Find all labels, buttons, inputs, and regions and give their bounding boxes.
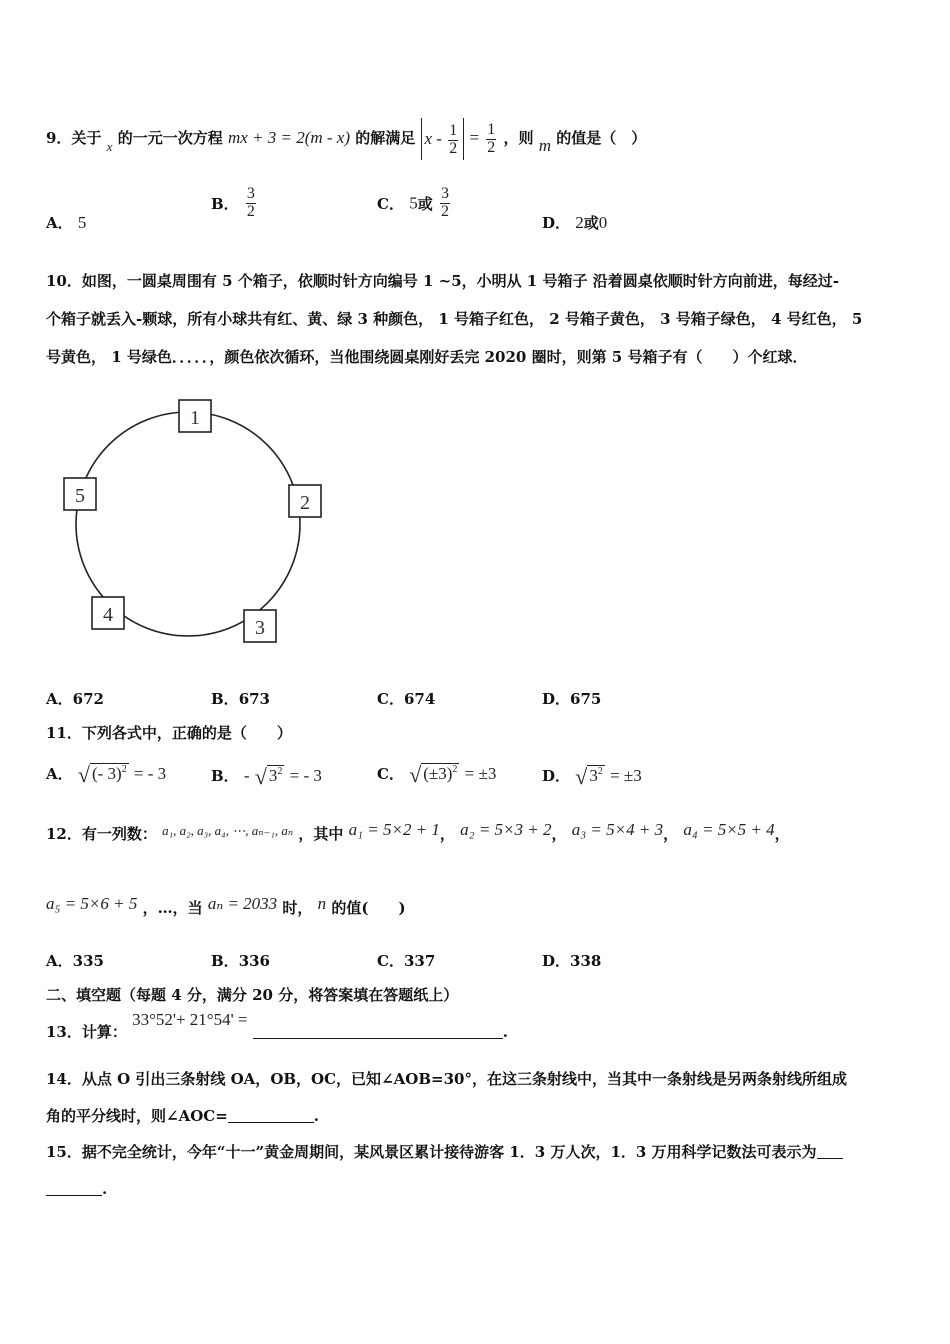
q15-line-1: 15．据不完全统计，今年“十一”黄金周期间，某风景区累计接待游客 1．3 万人次，1．3 万用科学记数法可表示为	[46, 1141, 843, 1162]
sqrt-expression: √ $3^2$	[575, 764, 603, 789]
var-n: n	[317, 894, 327, 913]
box-1	[179, 400, 211, 432]
abs-expression: x - $\frac{1}{2}$	[421, 118, 465, 160]
box-4-label: 4	[103, 604, 113, 626]
section-2-heading: 二、填空题（每题 4 分，满分 20 分，将答案填在答题纸上）	[46, 986, 459, 1004]
sqrt-expression: √ $(\pm 3)^2$	[409, 762, 458, 787]
q9-option-d: D． 2或0	[542, 213, 608, 232]
q10-stem-line-2: 个箱子就丢入-颗球，所有小球共有红、黄、绿 3 种颜色， 1 号箱子红色， 2 号箱子黄色， 3 号箱子绿色， 4 号红色， 5	[46, 310, 863, 328]
sqrt-expression: √ $3^2$	[254, 764, 283, 789]
q12-option-d: D．338	[542, 952, 602, 970]
fraction: $\frac{1}{2}$	[449, 121, 458, 157]
box-1-label: 1	[190, 407, 200, 429]
box-2	[289, 485, 321, 517]
answer-blank[interactable]	[228, 1108, 314, 1123]
q11-stem: 11．下列各式中，正确的是（ ）	[46, 724, 292, 742]
a2-definition: a₂ = 5×3 + 2	[460, 820, 552, 839]
a4-definition: a₄ = 5×5 + 4	[683, 820, 775, 839]
q9-option-a: A． 5	[46, 213, 87, 232]
box-5-label: 5	[75, 485, 85, 507]
box-3	[244, 610, 276, 642]
q10-stem-line-3: 号黄色， 1 号绿色．．．．．，颜色依次循环，当他围绕圆桌刚好丢完 2020 圈时，则第 5 号箱子有（ ）个红球．	[46, 348, 808, 366]
fraction: $\frac{1}{2}$	[487, 120, 496, 156]
q10-option-d: D．675	[542, 690, 602, 708]
q11-option-a: A． √ (- 3)$^2$ = - 3	[46, 762, 167, 787]
q15-line-2: .	[46, 1180, 107, 1198]
an-condition: aₙ = 2033	[207, 894, 278, 913]
q9-option-b: B． $\frac{3}{2}$	[211, 185, 255, 220]
q10-option-c: C．674	[377, 690, 436, 708]
fraction: $\frac{3}{2}$	[440, 185, 449, 220]
q10-option-b: B．673	[211, 690, 270, 708]
q10-stem-line-1: 10．如图，一圆桌周围有 5 个箱子，依顺时针方向编号 1 ~5，小明从 1 号箱子 沿着圆桌依顺时针方向前进，每经过-	[46, 272, 839, 290]
a5-definition: a₅ = 5×6 + 5	[46, 894, 138, 913]
q12-option-c: C．337	[377, 952, 436, 970]
box-4	[92, 597, 124, 629]
fraction: $\frac{3}{2}$	[246, 185, 255, 220]
q12-stem-line-2: a₅ = 5×6 + 5 ，…，当 aₙ = 2033 时， n 的值( )	[46, 894, 406, 917]
round-table-diagram	[55, 392, 345, 652]
var-x: x	[106, 139, 113, 154]
q12-stem-line-1: 12．有一列数： a₁, a₂, a₃, a₄, ⋯, aₙ₋₁, aₙ ，其中 a₁ = 5×2 + 1， a₂ = 5×3 + 2， a₃ = 5×4 + 3， a₄ = 5×5 + 4，	[46, 820, 790, 843]
sqrt-expression: √ (- 3)$^2$	[77, 762, 127, 787]
q11-option-b: B． - √ $3^2$ = - 3	[211, 764, 322, 789]
answer-blank[interactable]	[817, 1144, 843, 1159]
q12-option-a: A．335	[46, 952, 104, 970]
box-5	[64, 478, 96, 510]
q11-option-c: C． √ $(\pm 3)^2 = \pm 3$	[377, 762, 497, 787]
a1-definition: a₁ = 5×2 + 1	[348, 820, 440, 839]
q9-stem: 9．关于 x 的一元一次方程 mx + 3 = 2(m - x) 的解满足 x - $\frac{1}{2}$ = $\frac{1}{2}$ ，则 m 的值是（ ）	[46, 118, 646, 165]
box-3-label: 3	[255, 617, 265, 639]
var-m: m	[538, 136, 552, 155]
box-2-label: 2	[300, 492, 310, 514]
q9-equation: mx + 3 = 2(m - x)	[227, 128, 351, 147]
q12-option-b: B．336	[211, 952, 270, 970]
q13-expression: 33°52'+ 21°54' =	[132, 1010, 248, 1029]
answer-blank-continued[interactable]	[46, 1181, 102, 1196]
q14-line-1: 14．从点 O 引出三条射线 OA，OB，OC，已知∠AOB=30°，在这三条射线中，当其中一条射线是另两条射线所组成	[46, 1070, 847, 1088]
q14-line-2: 角的平分线时，则∠AOC= .	[46, 1107, 320, 1125]
answer-blank[interactable]	[253, 1024, 503, 1039]
q13: 13．计算： 33°52'+ 21°54' = .	[46, 1010, 508, 1041]
q10-option-a: A．672	[46, 690, 104, 708]
q9-option-c: C． 5或 $\frac{3}{2}$	[377, 185, 449, 220]
sequence: a₁, a₂, a₃, a₄, ⋯, aₙ₋₁, aₙ	[162, 823, 294, 838]
a3-definition: a₃ = 5×4 + 3	[571, 820, 664, 839]
q11-option-d: D． √ $3^2 = \pm 3$	[542, 764, 642, 789]
